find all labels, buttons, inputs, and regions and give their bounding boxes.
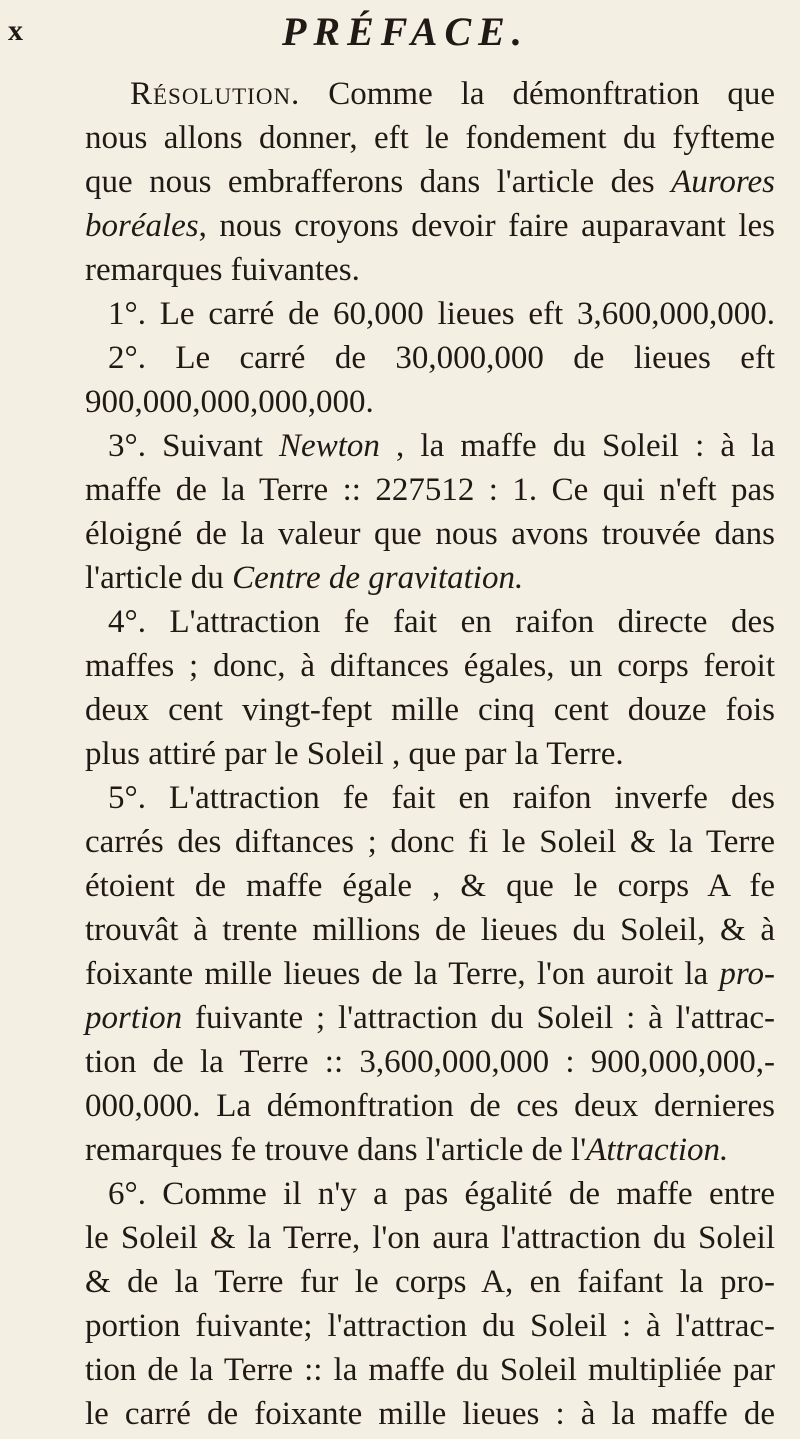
text-line: 4°. L'attraction fe fait en raifon directe des [108,604,775,640]
text-line: tion de la Terre :: 3,600,000,000 : 900,000,000,- [85,1044,775,1080]
text-line: foixante mille lieues de la Terre, l'on auroit la pro- [85,956,775,992]
text-line: trouvât à trente millions de lieues du Soleil, & à [85,912,775,948]
text-line: 5°. L'attraction fe fait en raifon inverfe des [108,780,775,816]
text-line: l'article du Centre de gravitation. [85,560,524,596]
text-line: le carré de foixante mille lieues : à la maffe de [85,1396,775,1432]
running-header [0,0,800,70]
text-line: 000,000. La démonftration de ces deux dernieres [85,1088,775,1124]
section-heading: Résolution. [130,76,301,112]
text-line: remarques fe trouve dans l'article de l'Attraction. [85,1132,729,1168]
text-line: portion fuivante ; l'attraction du Soleil : à l'attrac- [85,1000,775,1036]
text-line: Résolution. Comme la démonftration que [130,76,775,112]
text-line: carrés des diftances ; donc fi le Soleil & la Terre [85,824,775,860]
text-line: éloigné de la valeur que nous avons trouvée dans [85,516,775,552]
text-line: & de la Terre fur le corps A, en faifant la pro- [85,1264,775,1300]
text-line: 2°. Le carré de 30,000,000 de lieues eft [108,340,775,376]
text-line: le Soleil & la Terre, l'on aura l'attraction du Soleil [85,1220,775,1256]
text-line: étoient de maffe égale , & que le corps A fe [85,868,775,904]
text-line: 3°. Suivant Newton , la maffe du Soleil : à la [108,428,775,464]
text-line: maffes ; donc, à diftances égales, un corps feroit [85,648,775,684]
text-line: boréales, nous croyons devoir faire auparavant les [85,208,775,244]
text-line: tion de la Terre :: la maffe du Soleil multipliée par [85,1352,775,1388]
text-line: 6°. Comme il n'y a pas égalité de maffe entre [108,1176,775,1212]
text-line: maffe de la Terre :: 227512 : 1. Ce qui n'eft pas [85,472,775,508]
text-line: 900,000,000,000,000. [85,384,374,420]
text-line: portion fuivante; l'attraction du Soleil : à l'attrac- [85,1308,775,1344]
text-line: remarques fuivantes. [85,252,360,288]
running-title: PRÉFACE. [282,9,529,54]
text-line: 1°. Le carré de 60,000 lieues eft 3,600,000,000. [108,296,775,332]
text-line: deux cent vingt-fept mille cinq cent douze fois [85,692,775,728]
page-number: x [8,14,23,47]
text-line: plus attiré par le Soleil , que par la Terre. [85,736,624,772]
text-line: nous allons donner, eft le fondement du fyfteme [85,120,775,156]
text-line: que nous embrafferons dans l'article des Aurores [85,164,775,200]
